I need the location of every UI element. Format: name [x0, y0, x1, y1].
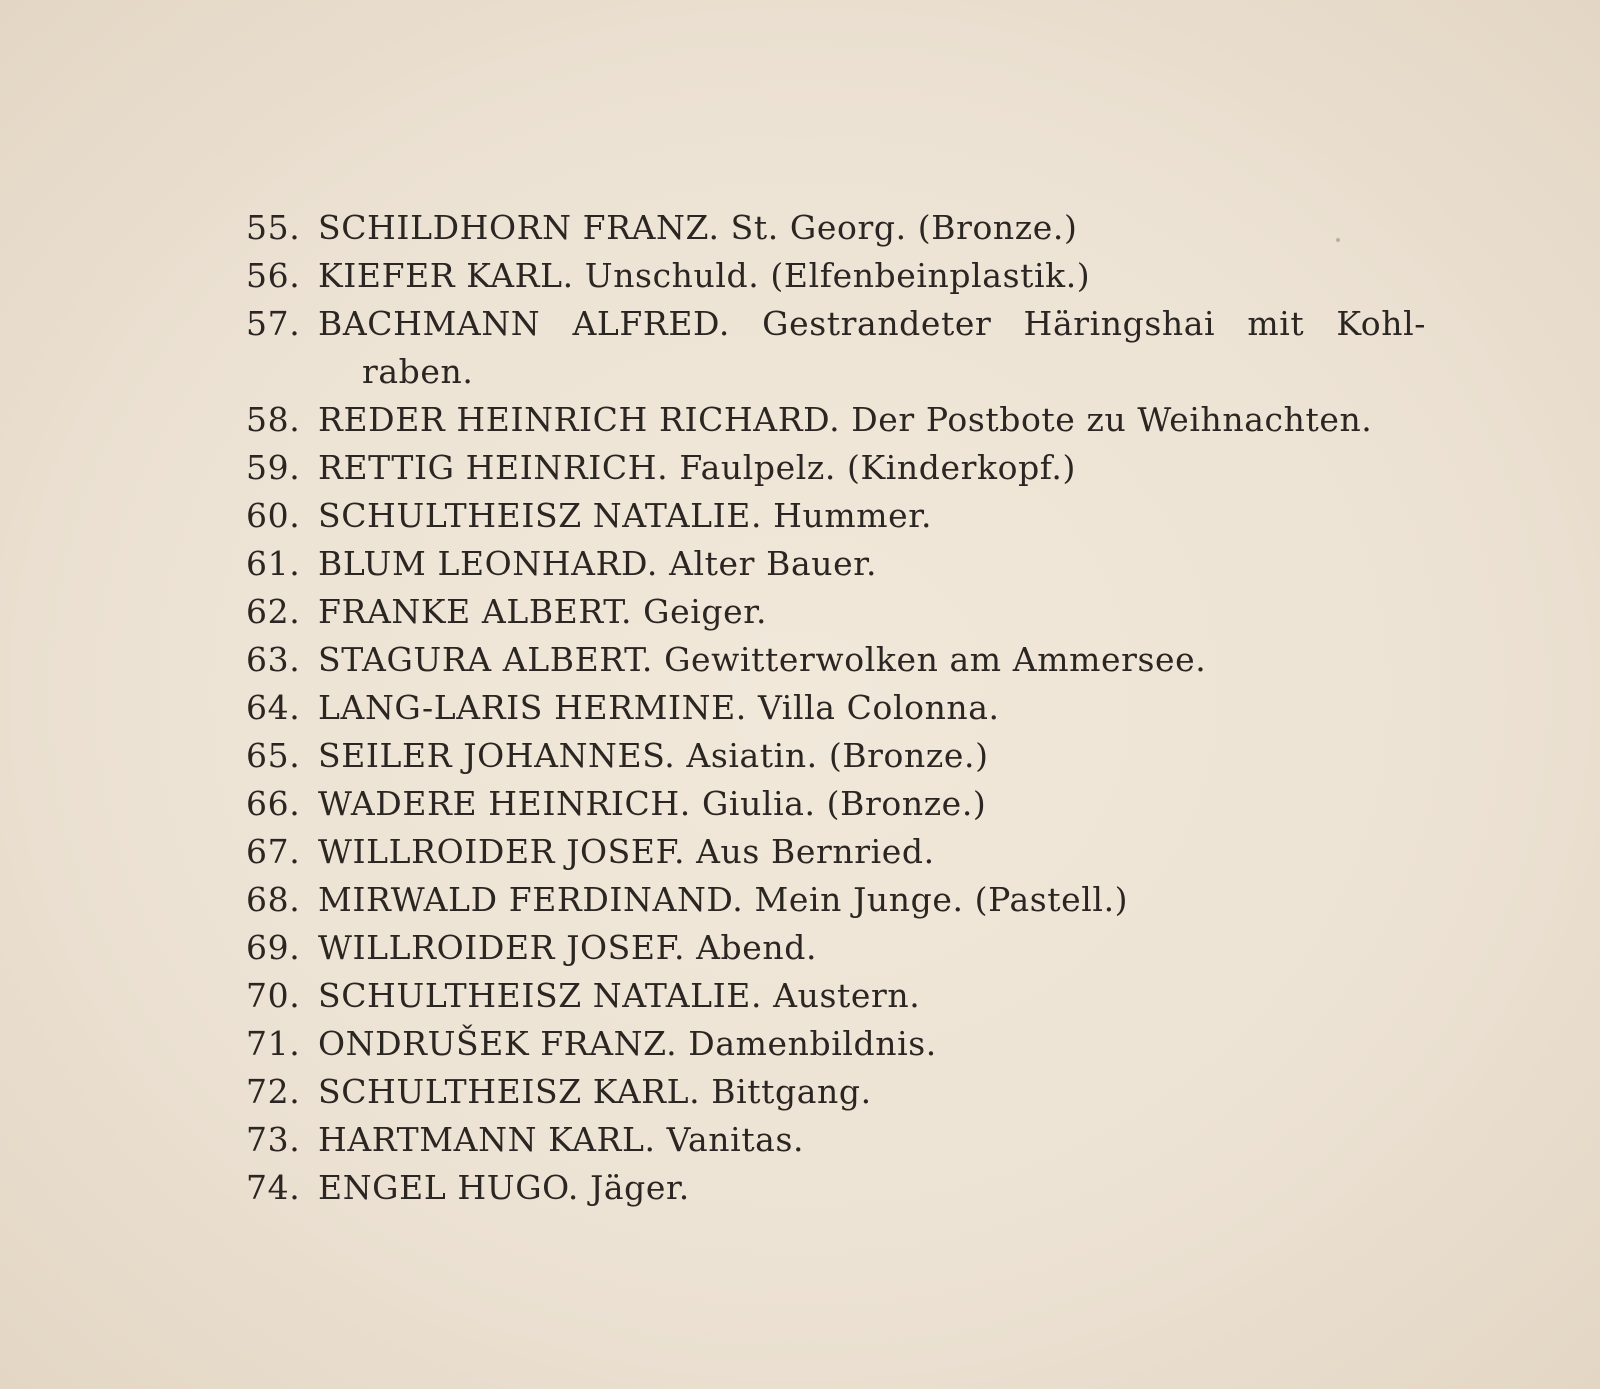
catalog-entry [246, 1020, 1426, 1068]
entry-number: 69. [246, 928, 301, 967]
catalog-entry [246, 1164, 1426, 1212]
entry-continuation: raben. [362, 352, 474, 391]
entry-text: REDER HEINRICH RICHARD. Der Postbote zu Weihnachten. [318, 400, 1373, 439]
entry-text: BACHMANN ALFRED. Gestrandeter Häringshai mit Kohl- [318, 304, 1426, 343]
entry-number: 63. [246, 640, 301, 679]
entry-text: BLUM LEONHARD. Alter Bauer. [318, 544, 878, 583]
entry-number: 55. [246, 208, 301, 247]
entry-text: SCHULTHEISZ NATALIE. Austern. [318, 976, 921, 1015]
catalog-entry [246, 204, 1426, 252]
entry-text: SCHILDHORN FRANZ. St. Georg. (Bronze.) [318, 208, 1078, 247]
catalog-entry [246, 732, 1426, 780]
catalog-entry [246, 300, 1426, 348]
entry-text: RETTIG HEINRICH. Faulpelz. (Kinderkopf.) [318, 448, 1076, 487]
entry-text: STAGURA ALBERT. Gewitterwolken am Ammersee. [318, 640, 1207, 679]
catalog-entry [246, 444, 1426, 492]
entry-number: 60. [246, 496, 301, 535]
catalog-entry [246, 780, 1426, 828]
catalog-entry [246, 636, 1426, 684]
entry-number: 67. [246, 832, 301, 871]
entry-text: ONDRUŠEK FRANZ. Damenbildnis. [318, 1024, 937, 1063]
entry-number: 59. [246, 448, 301, 487]
entry-number: 70. [246, 976, 301, 1015]
entry-number: 66. [246, 784, 301, 823]
catalog-entry [246, 684, 1426, 732]
entry-number: 73. [246, 1120, 301, 1159]
entry-text: FRANKE ALBERT. Geiger. [318, 592, 768, 631]
entry-number: 62. [246, 592, 301, 631]
entry-text: HARTMANN KARL. Vanitas. [318, 1120, 805, 1159]
entry-number: 72. [246, 1072, 301, 1111]
entry-text: SCHULTHEISZ NATALIE. Hummer. [318, 496, 933, 535]
catalog-entry [246, 540, 1426, 588]
catalog-entry [246, 1068, 1426, 1116]
entry-number: 68. [246, 880, 301, 919]
entry-number: 64. [246, 688, 301, 727]
entry-number: 74. [246, 1168, 301, 1207]
entry-text: SEILER JOHANNES. Asiatin. (Bronze.) [318, 736, 989, 775]
catalog-entry [246, 828, 1426, 876]
catalog-entry [246, 588, 1426, 636]
entry-text: ENGEL HUGO. Jäger. [318, 1168, 690, 1207]
entry-number: 56. [246, 256, 301, 295]
catalog-entry [246, 876, 1426, 924]
catalog-entry [246, 252, 1426, 300]
entry-text: WILLROIDER JOSEF. Aus Bernried. [318, 832, 935, 871]
entry-number: 58. [246, 400, 301, 439]
entry-text: KIEFER KARL. Unschuld. (Elfenbeinplastik.) [318, 256, 1091, 295]
catalog-list [246, 204, 1426, 1212]
catalog-entry [246, 924, 1426, 972]
catalog-entry [246, 972, 1426, 1020]
entry-number: 71. [246, 1024, 301, 1063]
entry-text: LANG-LARIS HERMINE. Villa Colonna. [318, 688, 1000, 727]
catalog-entry [246, 396, 1426, 444]
entry-text: WADERE HEINRICH. Giulia. (Bronze.) [318, 784, 987, 823]
entry-text: WILLROIDER JOSEF. Abend. [318, 928, 818, 967]
entry-number: 57. [246, 304, 301, 343]
entry-text: SCHULTHEISZ KARL. Bittgang. [318, 1072, 872, 1111]
entry-number: 65. [246, 736, 301, 775]
entry-text: MIRWALD FERDINAND. Mein Junge. (Pastell.) [318, 880, 1129, 919]
catalog-entry [246, 1116, 1426, 1164]
entry-number: 61. [246, 544, 301, 583]
catalog-entry [246, 492, 1426, 540]
